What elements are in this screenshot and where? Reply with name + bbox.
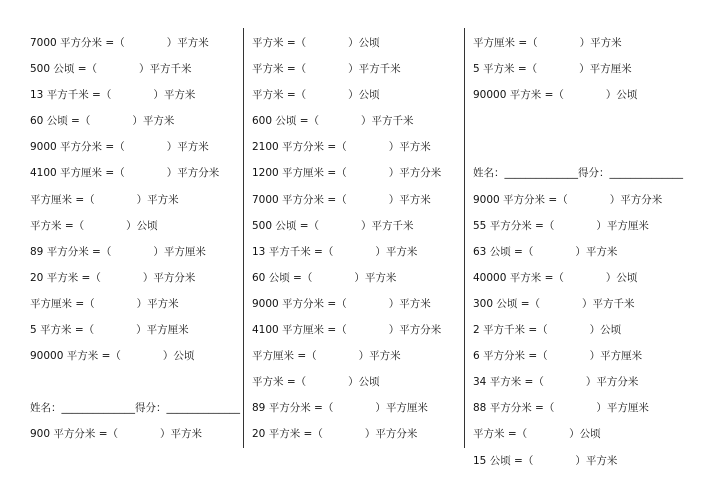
- column-divider: [243, 28, 244, 448]
- conversion-problem: 平方米 =（ ）公顷: [252, 89, 380, 102]
- blank-row: [473, 108, 683, 134]
- conversion-problem: 89 平方分米 =（ ）平方厘米: [252, 402, 428, 415]
- conversion-problem: 4100 平方厘米 =（ ）平方分米: [252, 324, 442, 337]
- conversion-problem: 90000 平方米 =（ ）公顷: [30, 350, 195, 363]
- conversion-problem: 600 公顷 =（ ）平方千米: [252, 115, 414, 128]
- conversion-problem: 平方厘米 =（ ）平方米: [252, 350, 401, 363]
- name-score-line: 姓名：______________得分：______________: [473, 167, 683, 180]
- conversion-problem: 平方米 =（ ）平方千米: [252, 63, 401, 76]
- conversion-problem: 900 平方分米 =（ ）平方米: [30, 428, 203, 441]
- name-score-line: 姓名：______________得分：______________: [30, 402, 240, 415]
- conversion-problem: 90000 平方米 =（ ）公顷: [473, 89, 638, 102]
- conversion-problem: 1200 平方厘米 =（ ）平方分米: [252, 167, 442, 180]
- conversion-problem: 60 公顷 =（ ）平方米: [252, 271, 397, 284]
- conversion-problem: 13 平方千米 =（ ）平方米: [30, 89, 196, 102]
- conversion-problem: 2100 平方分米 =（ ）平方米: [252, 141, 431, 154]
- conversion-problem: 63 公顷 =（ ）平方米: [473, 245, 618, 258]
- conversion-problem: 60 公顷 =（ ）平方米: [30, 115, 175, 128]
- column-divider: [464, 28, 465, 448]
- conversion-problem: 平方厘米 =（ ）平方米: [30, 193, 179, 206]
- conversion-problem: 13 平方千米 =（ ）平方米: [252, 245, 418, 258]
- conversion-problem: 300 公顷 =（ ）平方千米: [473, 297, 635, 310]
- worksheet-column-2: [252, 30, 457, 448]
- conversion-problem: 5 平方米 =（ ）平方厘米: [473, 63, 632, 76]
- conversion-problem: 平方厘米 =（ ）平方米: [473, 37, 622, 49]
- worksheet-column-1: [30, 30, 240, 448]
- conversion-problem: 平方米 =（ ）公顷: [252, 37, 380, 49]
- conversion-problem: 7000 平方分米 =（ ）平方米: [252, 193, 431, 206]
- worksheet-column-3: [473, 30, 683, 474]
- conversion-problem: 2 平方千米 =（ ）公顷: [473, 324, 622, 337]
- blank-row: [473, 134, 683, 160]
- conversion-problem: 平方米 =（ ）公顷: [30, 219, 158, 232]
- conversion-problem: 20 平方米 =（ ）平方分米: [30, 271, 196, 284]
- conversion-problem: 5 平方米 =（ ）平方厘米: [30, 324, 189, 337]
- conversion-problem: 7000 平方分米 =（ ）平方米: [30, 37, 209, 49]
- blank-row: [30, 369, 235, 395]
- conversion-problem: 89 平方分米 =（ ）平方厘米: [30, 245, 206, 258]
- conversion-problem: 4100 平方厘米 =（ ）平方分米: [30, 167, 220, 180]
- conversion-problem: 平方厘米 =（ ）平方米: [30, 297, 179, 310]
- conversion-problem: 500 公顷 =（ ）平方千米: [30, 63, 192, 76]
- conversion-problem: 34 平方米 =（ ）平方分米: [473, 376, 639, 389]
- conversion-problem: 55 平方分米 =（ ）平方厘米: [473, 219, 649, 232]
- conversion-problem: 500 公顷 =（ ）平方千米: [252, 219, 414, 232]
- conversion-problem: 9000 平方分米 =（ ）平方米: [30, 141, 209, 154]
- conversion-problem: 20 平方米 =（ ）平方分米: [252, 428, 418, 441]
- conversion-problem: 6 平方分米 =（ ）平方厘米: [473, 350, 643, 363]
- conversion-problem: 40000 平方米 =（ ）公顷: [473, 271, 638, 284]
- conversion-problem: 平方米 =（ ）公顷: [473, 428, 601, 441]
- conversion-problem: 15 公顷 =（ ）平方米: [473, 454, 618, 467]
- conversion-problem: 88 平方分米 =（ ）平方厘米: [473, 402, 649, 415]
- conversion-problem: 9000 平方分米 =（ ）平方分米: [473, 193, 663, 206]
- conversion-problem: 平方米 =（ ）公顷: [252, 376, 380, 389]
- conversion-problem: 9000 平方分米 =（ ）平方米: [252, 297, 431, 310]
